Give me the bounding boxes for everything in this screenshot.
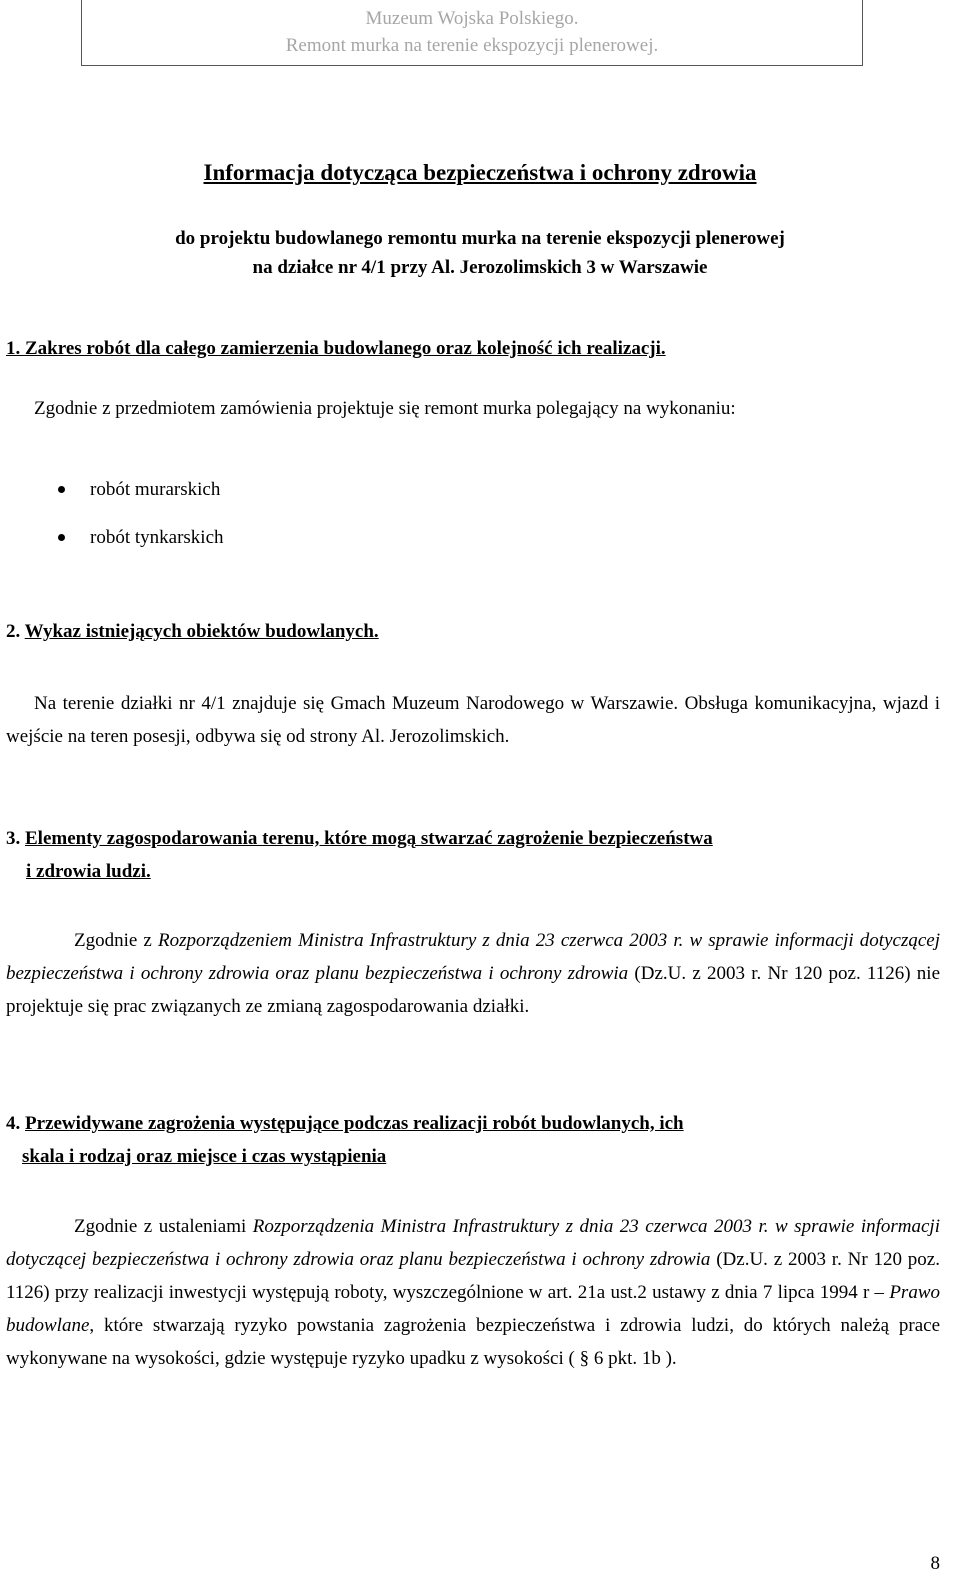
section-4-regulation-title: Rozporządzenia Ministra Infrastruktury z dnia 23 czerwca 2003 r. w sprawie informacji dotyczącej bezpieczeństwa i ochrony zdrowia oraz planu bezpieczeństwa i ochrony zdrowia — [6, 1216, 940, 1270]
section-1-heading — [6, 332, 666, 365]
section-3-text-start: Zgodnie z — [74, 930, 158, 951]
section-3-heading — [6, 822, 713, 888]
bullet-item: robót tynkarskich — [56, 514, 224, 562]
section-4-text — [6, 1210, 940, 1375]
document-title: Informacja dotycząca bezpieczeństwa i ochrony zdrowia — [203, 160, 757, 185]
document-header — [81, 0, 863, 66]
section-4-heading — [6, 1107, 684, 1173]
section-4-text-mid: (Dz.U. z 2003 r. Nr 120 poz. 1126) przy realizacji inwestycji występują roboty, wyszczególnione w art. 21a ust.2 ustawy z dnia 7 lipca 1994 r – — [6, 1249, 940, 1303]
section-4-text-start: Zgodnie z ustaleniami — [74, 1216, 253, 1237]
section-2-text: Na terenie działki nr 4/1 znajduje się Gmach Muzeum Narodowego w Warszawie. Obsługa komunikacyjna, wjazd i wejście na teren posesji, odbywa się od strony Al. Jerozolimskich. — [6, 693, 940, 747]
bullet-item: robót murarskich — [56, 466, 224, 514]
subtitle-line-2: na działce nr 4/1 przy Al. Jerozolimskich 3 w Warszawie — [252, 257, 708, 278]
section-4-text-end: , które stwarzają ryzyko powstania zagrożenia bezpieczeństwa i zdrowia ludzi, do których należą prace wykonywane na wysokości, gdzie występuje ryzyko upadku z wysokości ( § 6 pkt. 1b ). — [6, 1315, 940, 1369]
section-4-heading-line-1: Przewidywane zagrożenia występujące podczas realizacji robót budowlanych, ich — [25, 1113, 684, 1134]
header-line-1: Muzeum Wojska Polskiego. — [365, 8, 579, 29]
section-1-bullet-list — [56, 466, 224, 562]
section-3-number: 3. — [6, 828, 21, 849]
section-2-heading — [6, 615, 379, 648]
section-1-text: Zgodnie z przedmiotem zamówienia projektuje się remont murka polegający na wykonaniu: — [34, 398, 736, 419]
section-4-number: 4. — [6, 1113, 21, 1134]
subtitle-line-1: do projektu budowlanego remontu murka na terenie ekspozycji plenerowej — [175, 228, 785, 249]
section-3-text-end: (Dz.U. z 2003 r. Nr 120 poz. 1126) nie projektuje się prac związanych ze zmianą zagospodarowania działki. — [6, 963, 940, 1017]
header-line-2: Remont murka na terenie ekspozycji plenerowej. — [285, 35, 659, 56]
section-3-heading-line-2: i zdrowia ludzi. — [26, 861, 151, 882]
section-1-heading-text: 1. Zakres robót dla całego zamierzenia budowlanego oraz kolejność ich realizacji. — [6, 338, 666, 359]
section-2-heading-text: Wykaz istniejących obiektów budowlanych. — [24, 621, 379, 642]
section-3-heading-line-1: Elementy zagospodarowania terenu, które mogą stwarzać zagrożenie bezpieczeństwa — [25, 828, 713, 849]
section-4-law-title: Prawo budowlane — [6, 1282, 940, 1336]
page-number: 8 — [930, 1553, 940, 1574]
section-3-regulation-title: Rozporządzeniem Ministra Infrastruktury z dnia 23 czerwca 2003 r. w sprawie informacji dotyczącej bezpieczeństwa i ochrony zdrowia oraz planu bezpieczeństwa i ochrony zdrowia — [6, 930, 940, 984]
document-subtitle — [0, 224, 960, 282]
section-2-number: 2. — [6, 621, 21, 642]
section-4-heading-line-2: skala i rodzaj oraz miejsce i czas wystąpienia — [22, 1146, 387, 1167]
section-3-text — [6, 924, 940, 1023]
